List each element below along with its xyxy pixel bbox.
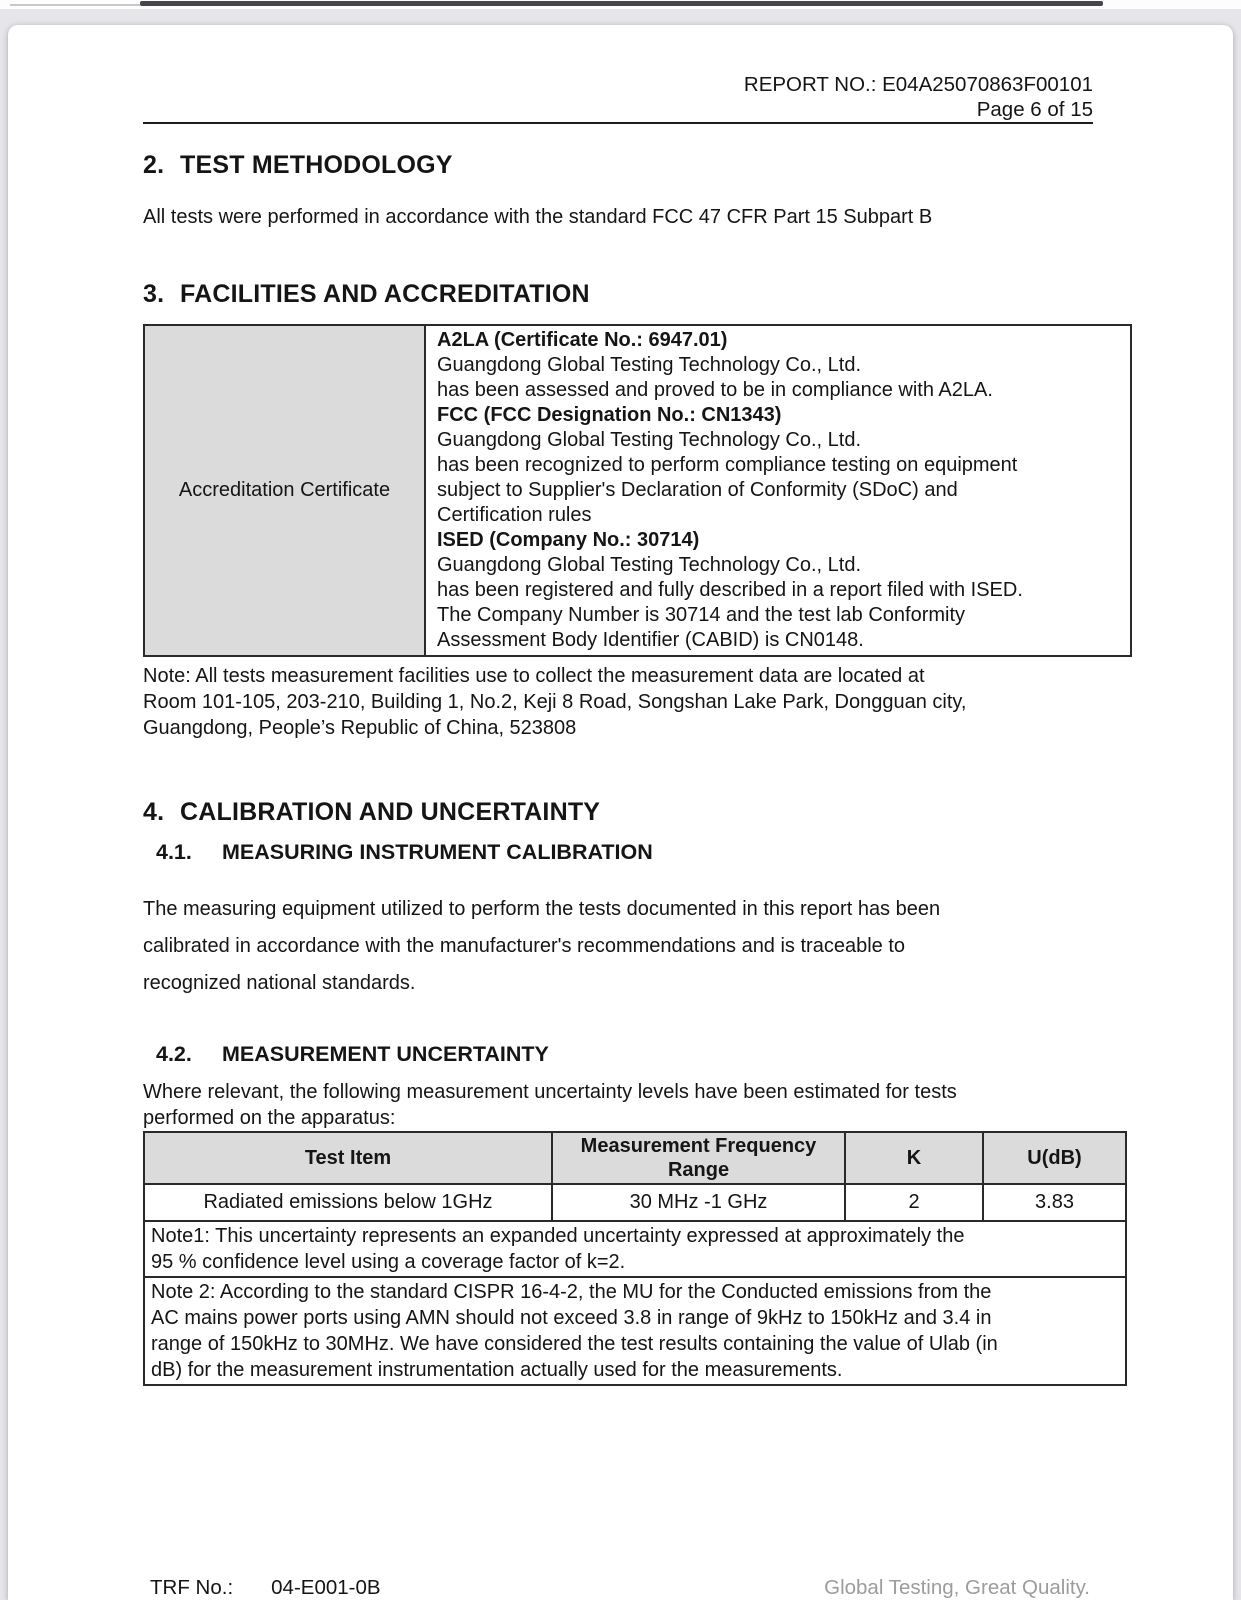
section-2-title: TEST METHODOLOGY: [180, 151, 453, 179]
uncertainty-intro-line: performed on the apparatus:: [143, 1107, 396, 1129]
trf-value: 04-E001-0B: [271, 1576, 381, 1599]
table-note2-row: [144, 1277, 1126, 1385]
calibration-paragraph-line: recognized national standards.: [143, 972, 416, 994]
page-footer: [143, 1576, 1093, 1600]
table-row: [144, 325, 1131, 656]
accreditation-label-cell: Accreditation Certificate: [144, 325, 425, 656]
cell-test-item: Radiated emissions below 1GHz: [144, 1184, 552, 1221]
accreditation-line: subject to Supplier's Declaration of Conformity (SDoC) and: [437, 479, 958, 501]
header-k: K: [845, 1132, 983, 1184]
cell-frequency-range: 30 MHz -1 GHz: [552, 1184, 845, 1221]
page-content: [143, 25, 1093, 1600]
uncertainty-intro: [143, 1079, 1093, 1131]
accreditation-line: FCC (FCC Designation No.: CN1343): [437, 404, 782, 426]
section-4-1-heading: [143, 839, 1093, 865]
accreditation-line: has been registered and fully described in a report filed with ISED.: [437, 579, 1023, 601]
section-3-heading: [143, 280, 1093, 309]
trf-label: TRF No.:: [150, 1576, 234, 1599]
table-note1-row: [144, 1221, 1126, 1277]
accreditation-line: Guangdong Global Testing Technology Co., Ltd.: [437, 554, 862, 576]
accreditation-line: ISED (Company No.: 30714): [437, 529, 700, 551]
table-header-row: [144, 1132, 1126, 1184]
page-header: [143, 72, 1093, 124]
accreditation-line: A2LA (Certificate No.: 6947.01): [437, 329, 728, 351]
calibration-paragraph-line: The measuring equipment utilized to perform the tests documented in this report has been: [143, 898, 941, 920]
facilities-note: [143, 663, 1093, 741]
section-3-title: FACILITIES AND ACCREDITATION: [180, 280, 590, 308]
note1-line: 95 % confidence level using a coverage factor of k=2.: [151, 1251, 626, 1273]
section-4-1-number: 4.1.: [156, 840, 192, 864]
calibration-paragraph-line: calibrated in accordance with the manufacturer's recommendations and is traceable to: [143, 935, 906, 957]
header-udb: U(dB): [983, 1132, 1126, 1184]
uncertainty-table: [143, 1131, 1127, 1386]
accreditation-line: has been assessed and proved to be in compliance with A2LA.: [437, 379, 993, 401]
section-4-2-title: MEASUREMENT UNCERTAINTY: [222, 1042, 549, 1066]
note2-line: Note 2: According to the standard CISPR 16-4-2, the MU for the Conducted emissions from the: [151, 1281, 992, 1303]
section-2-paragraph: All tests were performed in accordance with the standard FCC 47 CFR Part 15 Subpart B: [143, 206, 933, 228]
uncertainty-intro-line: Where relevant, the following measurement uncertainty levels have been estimated for tests: [143, 1081, 957, 1103]
note2-line: range of 150kHz to 30MHz. We have considered the test results containing the value of Ulab (in: [151, 1333, 998, 1355]
previous-page-edge-left: [10, 4, 140, 6]
accreditation-line: The Company Number is 30714 and the test lab Conformity: [437, 604, 966, 626]
facilities-note-line: Note: All tests measurement facilities use to collect the measurement data are located at: [143, 665, 925, 687]
cell-k: 2: [845, 1184, 983, 1221]
accreditation-line: has been recognized to perform compliance testing on equipment: [437, 454, 1018, 476]
section-4-2-heading: [143, 1041, 1093, 1067]
footer-slogan: Global Testing, Great Quality.: [824, 1576, 1090, 1599]
accreditation-line: Certification rules: [437, 504, 592, 526]
note1-cell: [144, 1221, 1126, 1277]
section-3-number: 3.: [143, 280, 165, 308]
accreditation-line: Guangdong Global Testing Technology Co., Ltd.: [437, 354, 862, 376]
note2-line: dB) for the measurement instrumentation actually used for the measurements.: [151, 1359, 843, 1381]
note2-line: AC mains power ports using AMN should not exceed 3.8 in range of 9kHz to 150kHz and 3.4 in: [151, 1307, 992, 1329]
document-page: [8, 25, 1233, 1600]
note2-cell: [144, 1277, 1126, 1385]
header-test-item: Test Item: [144, 1132, 552, 1184]
report-number: REPORT NO.: E04A25070863F00101: [743, 73, 1093, 96]
cell-udb: 3.83: [983, 1184, 1126, 1221]
facilities-note-line: Guangdong, People’s Republic of China, 523808: [143, 717, 577, 739]
page-number: Page 6 of 15: [976, 98, 1093, 121]
calibration-paragraph: [143, 891, 1093, 1002]
accreditation-line: Assessment Body Identifier (CABID) is CN0148.: [437, 629, 864, 651]
accreditation-table: [143, 324, 1132, 657]
section-4-heading: [143, 798, 1093, 827]
accreditation-line: Guangdong Global Testing Technology Co., Ltd.: [437, 429, 862, 451]
section-2-heading: [143, 151, 1093, 180]
section-4-2-number: 4.2.: [156, 1042, 192, 1066]
section-4-1-title: MEASURING INSTRUMENT CALIBRATION: [222, 840, 653, 864]
facilities-note-line: Room 101-105, 203-210, Building 1, No.2, Keji 8 Road, Songshan Lake Park, Dongguan city,: [143, 691, 967, 713]
header-frequency-range: Measurement Frequency Range: [552, 1132, 845, 1184]
table-row: [144, 1184, 1126, 1221]
section-4-title: CALIBRATION AND UNCERTAINTY: [180, 798, 601, 826]
note1-line: Note1: This uncertainty represents an expanded uncertainty expressed at approximately the: [151, 1225, 965, 1247]
previous-page-edge: [140, 1, 1103, 6]
section-2-number: 2.: [143, 151, 165, 179]
accreditation-content-cell: [425, 325, 1131, 656]
section-4-number: 4.: [143, 798, 165, 826]
